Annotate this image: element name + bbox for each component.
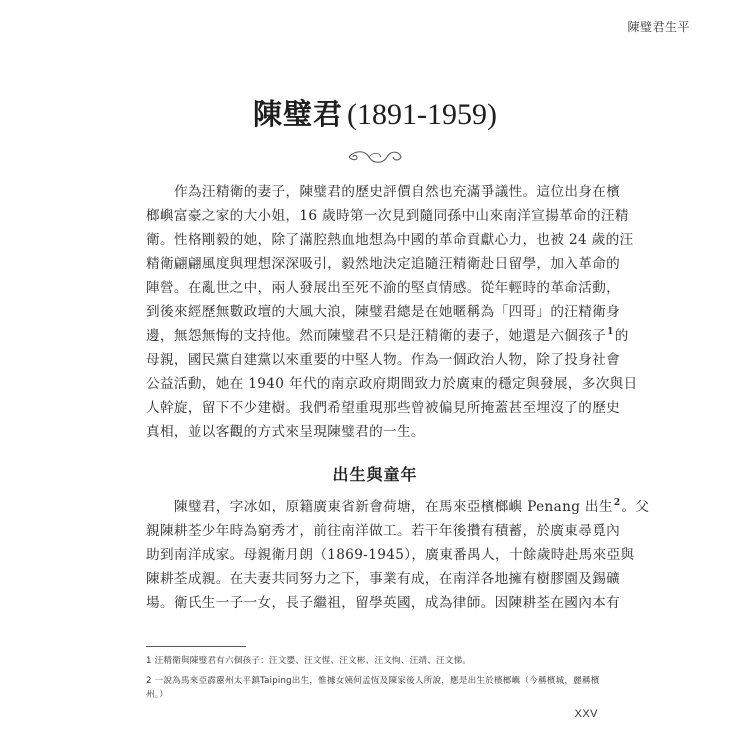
scroll-flourish-icon xyxy=(345,148,405,166)
footnote-line: 2 一說為馬來亞霹靂州太平鎮Taiping出生，惟據女姨何孟恆及陳家後人所說，應是出生於檳榔嶼（今稱檳城，麗稱檳 xyxy=(146,676,600,686)
text-line: 衛。性格剛毅的她，除了滿腔熱血地想為中國的革命貢獻心力，也被 24 歲的汪 xyxy=(146,232,634,248)
section-paragraph xyxy=(146,495,650,615)
text-line: 陣營。在亂世之中，兩人發展出至死不渝的堅貞情感。從年輕時的革命活動， xyxy=(146,280,621,296)
text-line: 陳耕荃成親。在夫妻共同努力之下，事業有成，在南洋各地擁有樹膠園及錫礦 xyxy=(146,571,621,587)
text-line: 公益活動，她在 1940 年代的南京政府期間致力於廣東的穩定與發展，多次與日 xyxy=(146,376,638,392)
footnote-line: 州。） xyxy=(146,690,169,700)
text-segment: 的 xyxy=(614,328,629,344)
footnote-ref-2[interactable]: 2 xyxy=(613,498,621,509)
footnote-1 xyxy=(146,654,606,668)
footnote-2 xyxy=(146,674,606,702)
running-head: 陳璧君生平 xyxy=(627,20,690,34)
title-years: (1891-1959) xyxy=(347,98,497,131)
text-line: 母親，國民黨自建黨以來重要的中堅人物。作為一個政治人物，除了投身社會 xyxy=(146,352,621,368)
text-line: 作為汪精衛的妻子，陳璧君的歷史評價自然也充滿爭議性。這位出身在檳 xyxy=(174,184,621,200)
footnote-line: 1 汪精衛與陳璧君有六個孩子：汪文嬰、汪文惺、汪文彬、汪文恂、汪靖、汪文悌。 xyxy=(146,656,472,666)
footnote-ref-1[interactable]: 1 xyxy=(607,327,614,338)
footnote-divider xyxy=(146,646,246,647)
text-segment: 。父 xyxy=(621,499,650,515)
text-line: 精衛翩翩風度與理想深深吸引，毅然地決定追隨汪精衛赴日留學，加入革命的 xyxy=(146,256,621,272)
text-line: 真相，並以客觀的方式來呈現陳璧君的一生。 xyxy=(146,424,425,440)
intro-paragraph xyxy=(146,180,638,444)
text-line: 助到南洋成家。母親衛月朗（1869-1945），廣東番禺人，十餘歲時赴馬來亞與 xyxy=(146,547,635,563)
text-segment: 邊，無怨無悔的支持他。然而陳璧君不只是汪精衛的妻子，她還是六個孩子 xyxy=(146,328,607,344)
text-segment: 陳璧君，字冰如，原籍廣東省新會荷塘，在馬來亞檳榔嶼 Penang 出生 xyxy=(174,499,613,515)
title-name: 陳璧君 xyxy=(253,97,344,131)
text-line: 到後來經歷無數政壇的大風大浪，陳璧君總是在她暱稱為「四哥」的汪精衛身 xyxy=(146,304,621,320)
text-line: 榔嶼富豪之家的大小姐，16 歲時第一次見到隨同孫中山來南洋宣揚革命的汪精 xyxy=(146,208,629,224)
text-line xyxy=(146,495,650,519)
page-number: XXV xyxy=(574,708,598,720)
text-line: 場。衛氏生一子一女，長子繼祖，留學英國，成為律師。因陳耕荃在國內本有 xyxy=(146,595,621,611)
section-heading: 出生與童年 xyxy=(332,465,418,484)
text-line: 親陳耕荃少年時為窮秀才，前往南洋做工。若干年後攢有積蓄，於廣東尋覓內 xyxy=(146,523,621,539)
chapter-title xyxy=(0,92,750,133)
text-line: 人幹旋，留下不少建樹。我們希望重現那些曾被偏見所掩蓋甚至埋沒了的歷史 xyxy=(146,400,621,416)
text-line xyxy=(146,324,629,348)
